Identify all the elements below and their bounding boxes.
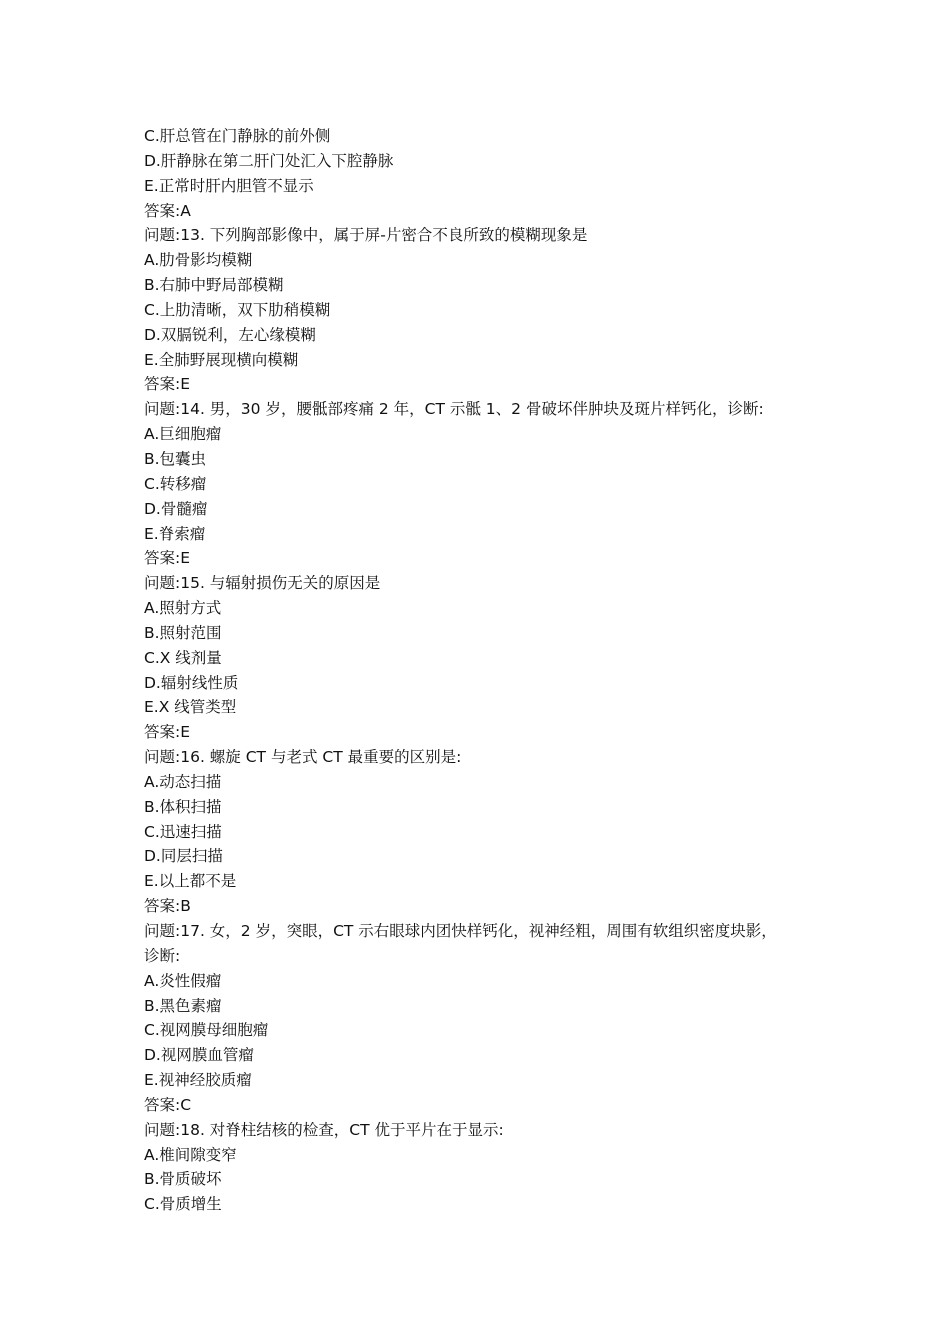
question-line: 问题:13. 下列胸部影像中，属于屏-片密合不良所致的模糊现象是 <box>144 226 588 245</box>
option-line: B.照射范围 <box>144 623 222 642</box>
option-line: B.骨质破坏 <box>144 1170 222 1189</box>
option-line: D.骨髓瘤 <box>144 499 208 518</box>
option-line: C.骨质增生 <box>144 1195 222 1214</box>
question-line: 问题:18. 对脊柱结核的检查，CT 优于平片在于显示: <box>144 1120 504 1139</box>
answer-line: 答案:A <box>144 201 191 220</box>
option-line: A.肋骨影均模糊 <box>144 251 253 270</box>
question-line: 问题:17. 女，2 岁，突眼，CT 示右眼球内团快样钙化，视神经粗，周围有软组织密度块影， <box>144 922 777 940</box>
option-line: A.椎间隙变窄 <box>144 1145 237 1164</box>
answer-line: 答案:E <box>144 723 191 742</box>
option-line: E.视神经胶质瘤 <box>144 1071 252 1090</box>
option-line: B.黑色素瘤 <box>144 996 222 1015</box>
answer-line: 答案:E <box>144 549 191 568</box>
option-line: E.以上都不是 <box>144 872 237 891</box>
option-line: D.双膈锐利，左心缘模糊 <box>144 325 316 344</box>
option-line: B.包囊虫 <box>144 449 207 468</box>
option-line: D.视网膜血管瘤 <box>144 1046 254 1065</box>
option-line: C.肝总管在门静脉的前外侧 <box>144 127 331 145</box>
option-line: E.全肺野展现横向模糊 <box>144 350 299 369</box>
option-line: D.肝静脉在第二肝门处汇入下腔静脉 <box>144 151 394 170</box>
answer-line: 答案:B <box>144 897 191 916</box>
option-line: E.X 线管类型 <box>144 698 237 717</box>
document-body <box>144 124 834 1217</box>
answer-line: 答案:E <box>144 375 191 394</box>
question-line: 问题:16. 螺旋 CT 与老式 CT 最重要的区别是: <box>144 748 462 767</box>
question-line-continued: 诊断: <box>144 946 181 965</box>
option-line: D.同层扫描 <box>144 847 223 866</box>
question-line: 问题:15. 与辐射损伤无关的原因是 <box>144 574 381 593</box>
answer-line: 答案:C <box>144 1095 192 1114</box>
option-line: A.巨细胞瘤 <box>144 425 222 444</box>
option-line: A.炎性假瘤 <box>144 971 222 990</box>
option-line: C.X 线剂量 <box>144 648 222 667</box>
option-line: D.辐射线性质 <box>144 673 239 692</box>
option-line: B.体积扫描 <box>144 797 222 816</box>
option-line: A.照射方式 <box>144 599 222 618</box>
option-line: E.正常时肝内胆管不显示 <box>144 176 314 195</box>
option-line: C.视网膜母细胞瘤 <box>144 1021 269 1040</box>
option-line: C.转移瘤 <box>144 474 207 493</box>
option-line: C.上肋清晰，双下肋稍模糊 <box>144 300 331 319</box>
question-line: 问题:14. 男，30 岁，腰骶部疼痛 2 年，CT 示骶 1、2 骨破坏伴肿块及斑片样钙化，诊断: <box>144 400 764 419</box>
option-line: A.动态扫描 <box>144 772 222 791</box>
option-line: C.迅速扫描 <box>144 822 222 841</box>
option-line: B.右肺中野局部模糊 <box>144 276 284 295</box>
option-line: E.脊索瘤 <box>144 524 206 543</box>
